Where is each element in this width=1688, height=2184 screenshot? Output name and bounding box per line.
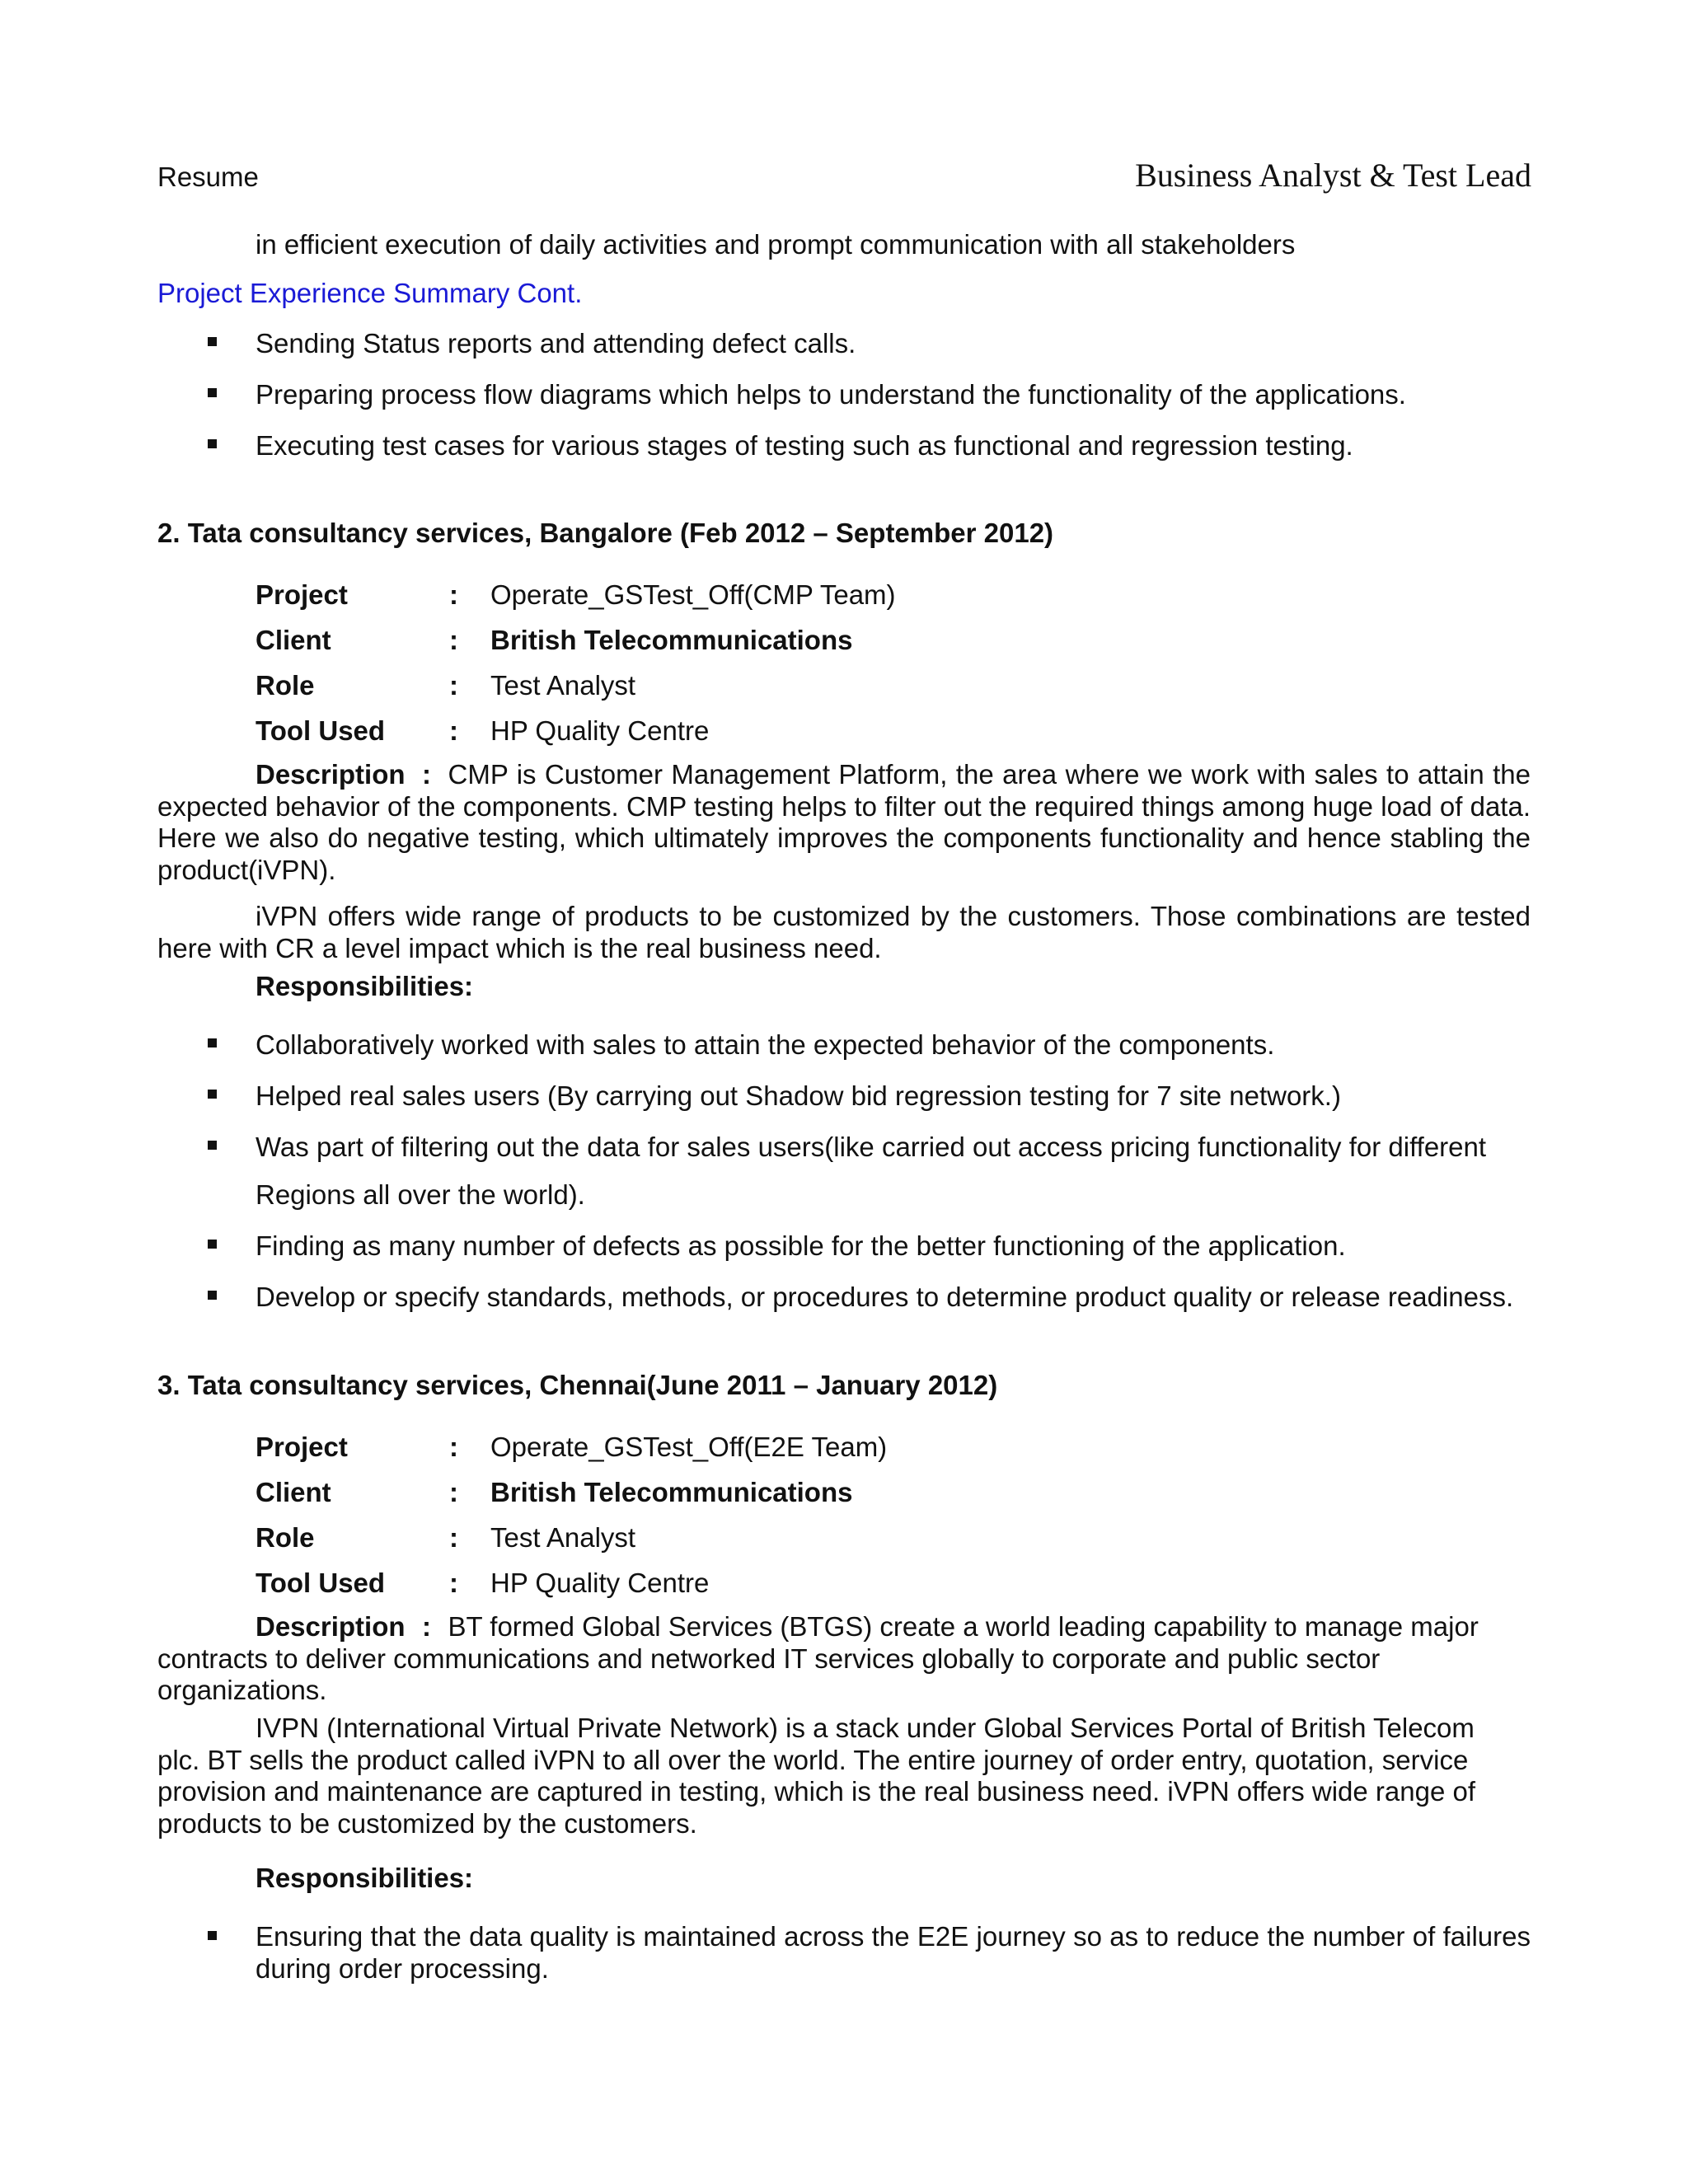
job2-project-value: Operate_GSTest_Off(CMP Team)	[490, 579, 896, 610]
job2-description2-text: iVPN offers wide range of products to be customized by the customers. Those combinations are tested here with CR a level impact which is the real business need.	[157, 901, 1531, 963]
bullet-square-icon	[208, 1240, 217, 1249]
job2-client-label: Client	[256, 625, 331, 655]
bullet-square-icon	[208, 1291, 217, 1300]
job2-client-sep: :	[449, 625, 458, 655]
job2-heading: 2. Tata consultancy services, Bangalore (Feb 2012 – September 2012)	[157, 518, 1054, 548]
job3-tool-value: HP Quality Centre	[490, 1568, 710, 1598]
job3-description2	[157, 1713, 1509, 1840]
job3-description-sep: :	[422, 1611, 432, 1642]
job2-description2	[157, 901, 1531, 964]
job3-project-value: Operate_GSTest_Off(E2E Team)	[490, 1432, 888, 1462]
bullet-square-icon	[208, 1931, 217, 1940]
bullet-square-icon	[208, 337, 217, 346]
summary-heading: Project Experience Summary Cont.	[157, 278, 583, 308]
bullet-square-icon	[208, 439, 217, 448]
job2-responsibility: Was part of filtering out the data for sales users(like carried out access pricing functionality for different	[256, 1132, 1487, 1162]
job2-description-text: CMP is Customer Management Platform, the area where we work with sales to attain the expected behavior of the components. CMP testing helps to filter out the required things among huge load of data. Here we also do negative testing, which ultimately improves the components functionality and hence stabling the product(iVPN).	[157, 759, 1531, 885]
job3-role-sep: :	[449, 1522, 458, 1553]
job2-description-sep: :	[422, 759, 432, 790]
job2-responsibility-continuation: Regions all over the world).	[256, 1179, 585, 1210]
job3-responsibility: Ensuring that the data quality is maintained across the E2E journey so as to reduce the number of failures during order processing.	[256, 1921, 1531, 1984]
header-left-title: Resume	[157, 162, 259, 192]
bullet-square-icon	[208, 1038, 217, 1047]
job3-tool-label: Tool Used	[256, 1568, 386, 1598]
job2-responsibilities-label: Responsibilities:	[256, 971, 474, 1001]
bullet-square-icon	[208, 388, 217, 397]
job2-project-sep: :	[449, 579, 458, 610]
job2-role-sep: :	[449, 670, 458, 701]
bullet-square-icon	[208, 1090, 217, 1099]
job3-role-value: Test Analyst	[490, 1522, 636, 1553]
job3-tool-sep: :	[449, 1568, 458, 1598]
job3-description	[157, 1611, 1493, 1707]
job2-tool-label: Tool Used	[256, 715, 386, 746]
summary-bullet: Preparing process flow diagrams which helps to understand the functionality of the applications.	[256, 379, 1406, 410]
summary-bullet: Sending Status reports and attending defect calls.	[256, 328, 856, 359]
header-right-title: Business Analyst & Test Lead	[1135, 157, 1531, 194]
job2-tool-sep: :	[449, 715, 458, 746]
job3-role-label: Role	[256, 1522, 315, 1553]
bullet-square-icon	[208, 1141, 217, 1150]
job3-responsibilities-label: Responsibilities:	[256, 1863, 474, 1893]
job3-client-sep: :	[449, 1477, 458, 1507]
job2-description	[157, 759, 1531, 886]
continuation-line: in efficient execution of daily activities and prompt communication with all stakeholders	[256, 229, 1296, 260]
job3-description2-text: IVPN (International Virtual Private Network) is a stack under Global Services Portal of British Telecom plc. BT sells the product called iVPN to all over the world. The entire journey of order entry, quotation, service provision and maintenance are captured in testing, which is the real business need. iVPN offers wide range of products to be customized by the customers.	[157, 1713, 1475, 1839]
job3-description-text: BT formed Global Services (BTGS) create a world leading capability to manage major contracts to deliver communications and networked IT services globally to corporate and public sector organizations.	[157, 1611, 1479, 1705]
job3-description-label: Description	[256, 1611, 406, 1642]
job2-tool-value: HP Quality Centre	[490, 715, 710, 746]
job2-responsibility: Collaboratively worked with sales to attain the expected behavior of the components.	[256, 1029, 1275, 1060]
job3-heading: 3. Tata consultancy services, Chennai(June 2011 – January 2012)	[157, 1370, 998, 1400]
job2-client-value: British Telecommunications	[490, 625, 853, 655]
job3-project-sep: :	[449, 1432, 458, 1462]
summary-bullet: Executing test cases for various stages of testing such as functional and regression testing.	[256, 430, 1353, 461]
job3-project-label: Project	[256, 1432, 348, 1462]
job2-responsibility: Finding as many number of defects as possible for the better functioning of the application.	[256, 1230, 1346, 1261]
job3-client-value: British Telecommunications	[490, 1477, 853, 1507]
job2-project-label: Project	[256, 579, 348, 610]
job2-role-value: Test Analyst	[490, 670, 636, 701]
job2-description-label: Description	[256, 759, 406, 790]
job2-responsibility: Helped real sales users (By carrying out Shadow bid regression testing for 7 site network.)	[256, 1080, 1341, 1111]
job3-client-label: Client	[256, 1477, 331, 1507]
job2-responsibility: Develop or specify standards, methods, or procedures to determine product quality or release readiness.	[256, 1282, 1514, 1312]
job2-role-label: Role	[256, 670, 315, 701]
